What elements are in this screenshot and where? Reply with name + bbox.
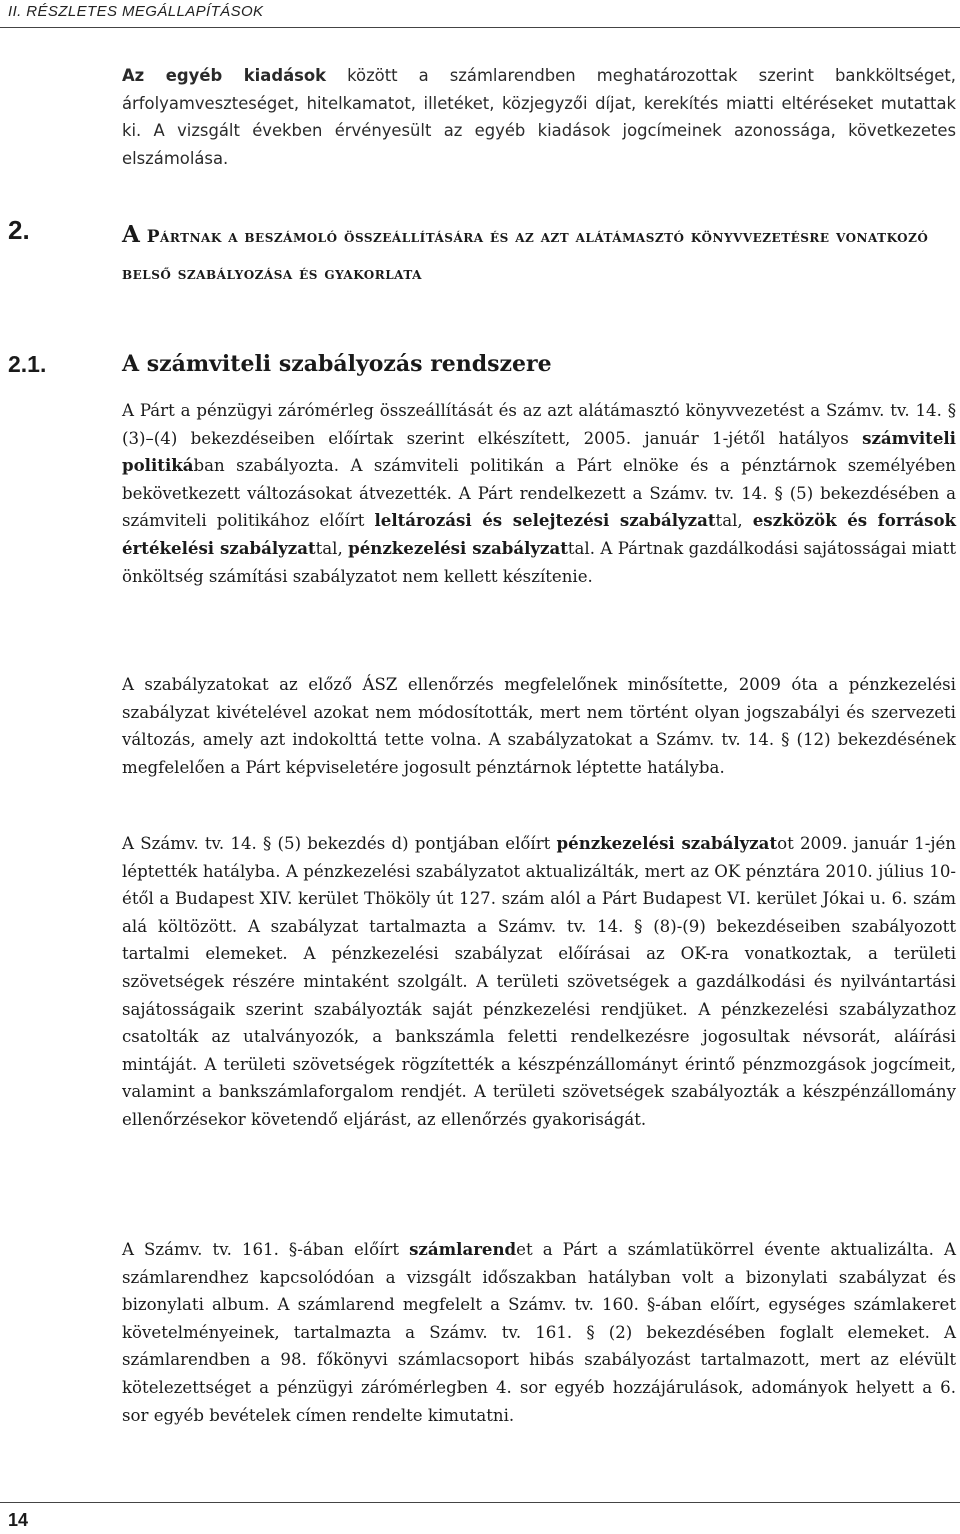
paragraph-regulations [122,671,956,781]
section-title [122,217,960,292]
para1-text-4: tal, [315,538,349,558]
subsection-title: A számviteli szabályozás rendszere [122,351,552,377]
intro-text: között a számlarendben meghatározottak szerint bankköltséget, árfolyamveszteséget, hitelkamatot, illetéket, közjegyzői díjat, kerekítés miatti eltéréseket mutattak ki. A vizsgált években érvényesült az egyéb kiadások jogcímeinek azonossága, következetes elszámolása. [122,66,956,168]
para3-bold-1: pénzkezelési szabályzat [556,833,778,853]
subsection-number: 2.1. [8,351,47,377]
header-divider [0,27,960,28]
subsection-heading [8,346,958,382]
para2-text: A szabályzatokat az előző ÁSZ ellenőrzés megfelelőnek minősítette, 2009 óta a pénzkezelési szabályzat kivételével azokat nem módosították, mert nem történt olyan jogszabályi és szervezeti változás, amely azt indokolttá tette volna. A szabályzatokat a Számv. tv. 14. § (12) bekezdésének megfelelően a Párt képviseletére jogosult pénztárnok léptette hatályba. [122,675,956,777]
header-title: II. RÉSZLETES MEGÁLLAPÍTÁSOK [8,3,264,20]
paragraph-cash-management [122,830,956,1134]
running-header [0,0,960,30]
para1-bold-2: leltározási és selejtezési szabályzat [374,510,716,531]
section-title-text: Pártnak a beszámoló összeállítására és az azt alátámasztó könyvvezetésre vonatkozó belső szabályozása és gyakorlata [122,227,929,284]
page-number: 14 [8,1510,29,1530]
para3-text-1: A Számv. tv. 14. § (5) bekezdés d) pontjában előírt [122,834,557,853]
para4-bold-1: számlarend [409,1239,517,1259]
para1-bold-4: pénzkezelési szabályzat [348,537,568,558]
section-title-initial: A [122,221,141,248]
para1-text-3: tal, [715,511,753,531]
para3-text-2: ot 2009. január 1-jén léptették hatályba. A pénzkezelési szabályzatot aktualizálták, mert az OK pénztára 2010. július 10-étől a Budapest XIV. kerület Thököly út 127. szám alól a Párt Budapest VI. kerület Jókai u. 6. szám alá költözött. A szabályzat tartalmazta a Számv. tv. 14. § (8)-(9) bekezdéseiben szabályozott tartalmi elemeket. A pénzkezelési szabályzat előírásai az OK-ra vonatkoztak, a területi szövetségek részére mintaként szolgált. A területi szövetségek a gazdálkodási és nyilvántartási sajátosságaik szerint szabályozták saját pénzkezelési rendjüket. A pénzkezelési szabályzathoz csatolták az utalványozók, a bankszámla feletti rendelkezésre jogosultak névsorát, aláírási mintáját. A területi szövetségek rögzítették a készpénzállományt érintő pénzmozgások jogcímeit, valamint a bankszámlaforgalom rendjét. A területi szövetségek szabályozták a készpénzállomány ellenőrzésekor követendő eljárást, az ellenőrzés gyakoriságát. [122,834,956,1129]
paragraph-chart-of-accounts [122,1236,956,1429]
intro-paragraph [122,62,956,172]
para1-bold-1: számviteli politiká [122,427,956,476]
intro-bold: Az egyéb kiadások [122,66,327,85]
para1-text-2: ban szabályozta. A számviteli politikán a Párt elnöke és a pénztárnok személyében bekövetkezett változásokat átvezették. A Párt rendelkezett a Számv. tv. 14. § (5) bekezdésében a számviteli politikához előírt [122,456,956,531]
paragraph-accounting-policy [122,397,956,590]
para4-text-1: A Számv. tv. 161. §-ában előírt [122,1240,410,1259]
para1-text-5: tal. A Pártnak gazdálkodási sajátosságai miatt önköltség számítási szabályzatot nem kellett készítenie. [122,538,956,586]
para1-text-1: A Párt a pénzügyi zárómérleg összeállítását és az azt alátámasztó könyvvezetést a Számv. tv. 14. § (3)–(4) bekezdéseiben előírtak szerint elkészített, 2005. január 1-jétől hatályos [122,401,956,448]
para4-text-2: et a Párt a számlatükörrel évente aktualizálta. A számlarendhez kapcsolódóan a vizsgált időszakban hatályban volt a bizonylati szabályzat és bizonylati album. A számlarend megfelelt a Számv. tv. 160. §-ában előírt, egységes számlakeret követelményeinek, tartalmazta a Számv. tv. 161. § (2) bekezdésében foglalt elemeket. A számlarendben a 98. főkönyvi számlacsoport hibás szabályozást tartalmazott, mert az elévült kötelezettséget a pénzügyi zárómérlegben 4. sor egyéb hozzájárulások, adományok helyett a 6. sor egyéb bevételek címen rendelte kimutatni. [122,1240,956,1425]
para1-bold-3: eszközök és források értékelési szabályzat [122,510,957,558]
footer-divider [0,1502,960,1503]
section-number: 2. [8,215,30,245]
